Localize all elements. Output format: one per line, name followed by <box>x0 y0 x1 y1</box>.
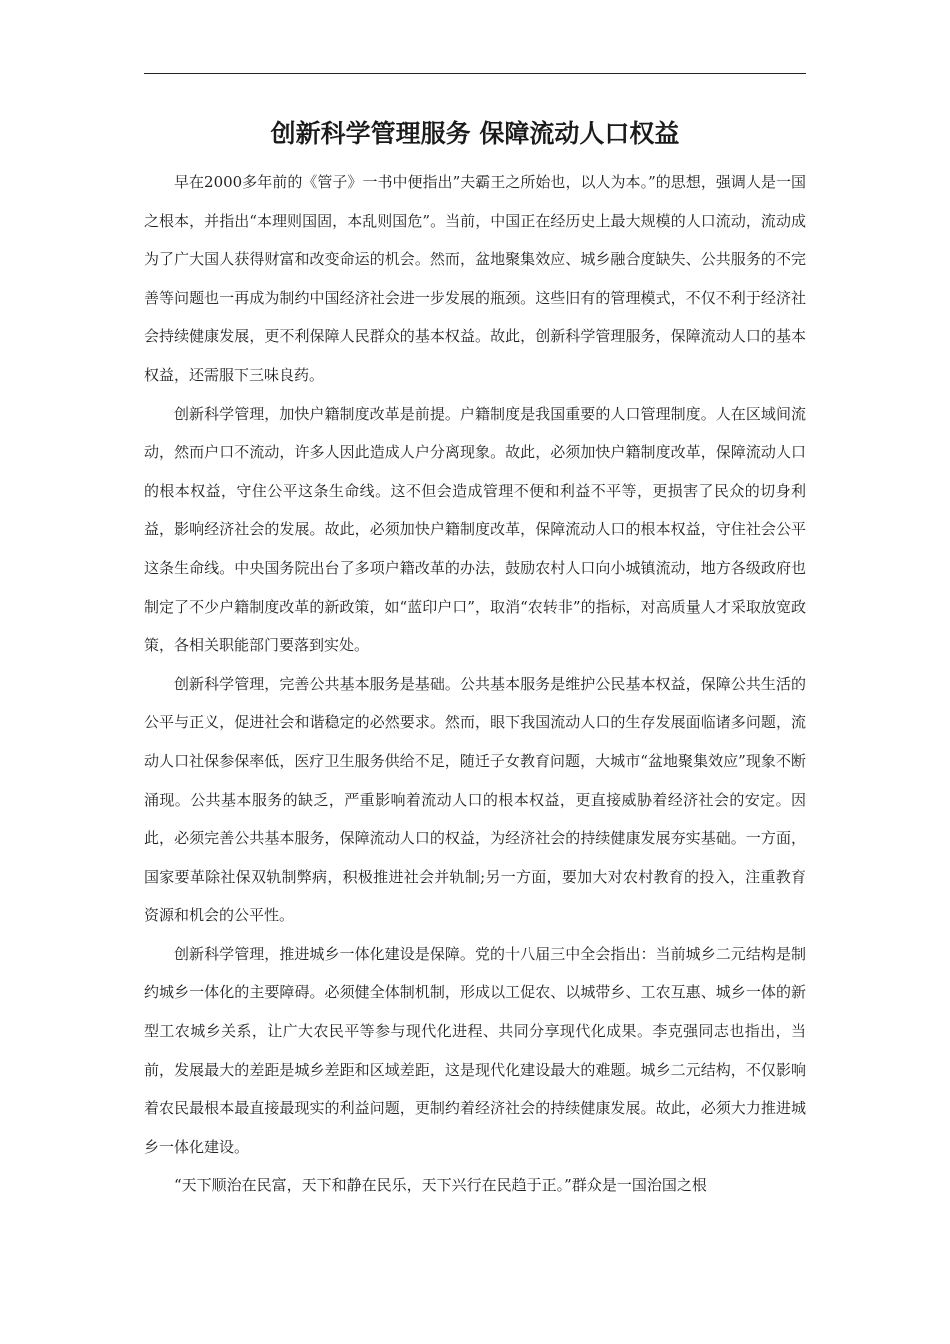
paragraph-urban-rural-integration: 创新科学管理，推进城乡一体化建设是保障。党的十八届三中全会指出：当前城乡二元结构是制约城乡一体化的主要障碍。必须健全体制机制，形成以工促农、以城带乡、工农互惠、城乡一体的新型工农城乡关系，让广大农民平等参与现代化进程、共同分享现代化成果。李克强同志也指出，当前，发展最大的差距是城乡差距和区域差距，这是现代化建设最大的难题。城乡二元结构，不仅影响着农民最根本最直接最现实的利益问题，更制约着经济社会的持续健康发展。故此，必须大力推进城乡一体化建设。 <box>144 944 806 1156</box>
paragraph-intro: 早在2000多年前的《管子》一书中便指出”夫霸王之所始也，以人为本。”的思想，强调人是一国之根本，并指出“本理则国固，本乱则国危”。当前，中国正在经历史上最大规模的人口流动，流动成为了广大国人获得财富和改变命运的机会。然而，盆地聚集效应、城乡融合度缺失、公共服务的不完善等问题也一再成为制约中国经济社会进一步发展的瓶颈。这些旧有的管理模式，不仅不利于经济社会持续健康发展，更不利保障人民群众的基本权益。故此，创新科学管理服务，保障流动人口的基本权益，还需服下三味良药。 <box>144 173 806 384</box>
paragraph-household-registration: 创新科学管理，加快户籍制度改革是前提。户籍制度是我国重要的人口管理制度。人在区域间流动，然而户口不流动，许多人因此造成人户分离现象。故此，必须加快户籍制度改革，保障流动人口的根本权益，守住公平这条生命线。这不但会造成管理不便和利益不平等，更损害了民众的切身利益，影响经济社会的发展。故此，必须加快户籍制度改革，保障流动人口的根本权益，守住社会公平这条生命线。中央国务院出台了多项户籍改革的办法，鼓励农村人口向小城镇流动，地方各级政府也制定了不少户籍制度改革的新政策，如“蓝印户口”，取消“农转非”的指标，对高质量人才采取放宽政策，各相关职能部门要落到实处。 <box>144 404 806 655</box>
article-body <box>144 163 806 1205</box>
paragraph-public-services: 创新科学管理，完善公共基本服务是基础。公共基本服务是维护公民基本权益，保障公共生活的公平与正义，促进社会和谐稳定的必然要求。然而，眼下我国流动人口的生存发展面临诸多问题，流动人口社保参保率低，医疗卫生服务供给不足，随迁子女教育问题，大城市“盆地聚集效应”现象不断涌现。公共基本服务的缺乏，严重影响着流动人口的根本权益，更直接威胁着经济社会的安定。因此，必须完善公共基本服务，保障流动人口的权益，为经济社会的持续健康发展夯实基础。一方面，国家要革除社保双轨制弊病，积极推进社会并轨制;另一方面，要加大对农村教育的投入，注重教育资源和机会的公平性。 <box>144 674 806 925</box>
header-rule <box>144 73 806 74</box>
page-title: 创新科学管理服务 保障流动人口权益 <box>270 119 680 148</box>
paragraph-closing-quote: “天下顺治在民富，天下和静在民乐，天下兴行在民趋于正。”群众是一国治国之根 <box>174 1176 707 1195</box>
